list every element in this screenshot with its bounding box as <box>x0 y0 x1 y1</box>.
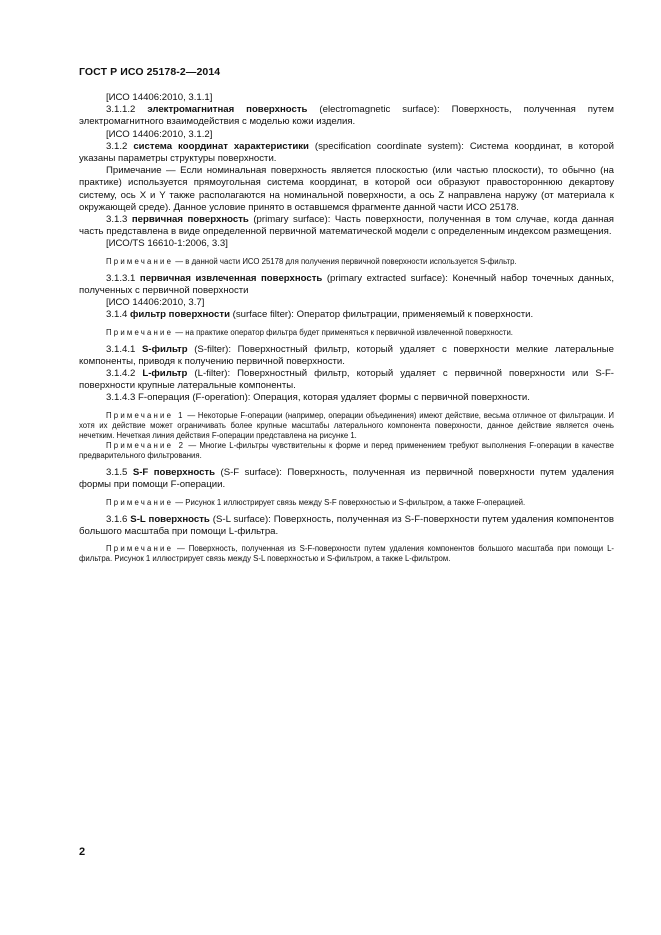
term-name: S-F поверхность <box>132 467 216 479</box>
term-3-1-2 <box>79 141 614 165</box>
term-number: 3.1.3 <box>106 214 128 226</box>
term-3-1-4 <box>79 309 614 321</box>
term-number: 3.1.4.3 <box>106 392 136 404</box>
reference-3-1-1: [ИСО 14406:2010, 3.1.1] <box>106 92 213 103</box>
term-name: фильтр поверхности <box>130 309 230 321</box>
term-3-1-1-2 <box>79 104 614 128</box>
document-body <box>79 92 614 564</box>
term-definition: (S-filter): Поверхностный фильтр, который удаляет с поверхности мелкие латеральные компоненты, приводя к получению первичной поверхности. <box>79 343 614 367</box>
note-text: — в данной части ИСО 25178 для получения первичной поверхности используется S-фильтр. <box>173 256 517 266</box>
term-definition: (surface filter): Оператор фильтрации, применяемый к поверхности. <box>229 309 534 321</box>
term-name: S-L поверхность <box>130 513 210 525</box>
term-name: первичная поверхность <box>131 214 249 226</box>
term-number: 3.1.5 <box>106 467 128 479</box>
term-3-1-3-1 <box>79 273 614 297</box>
term-definition: (primary surface): Часть поверхности, полученная в том случае, когда данная часть представлена в виде определенной первичной математической модели с определенным индексом размещения. <box>79 214 615 238</box>
term-definition: (specification coordinate system): Система координат, в которой указаны параметры структуры поверхности. <box>79 140 614 165</box>
note-label: Примечание <box>106 256 174 266</box>
note-text: — Поверхность, полученная из S-F-поверхности путем удаления компонентов большого масштаба при помощи L-фильтра. Рисунок 1 иллюстрирует связь между S-L поверхностью и S-фильтром, а также L-фильтром. <box>79 544 614 564</box>
note-label: Примечание <box>106 544 174 554</box>
term-definition: (primary extracted surface): Конечный набор точечных данных, полученных с первичной поверхности <box>79 272 615 296</box>
term-name: система координат характеристики <box>133 140 309 152</box>
term-3-1-5 <box>79 467 614 491</box>
reference-3-1-2: [ИСО 14406:2010, 3.1.2] <box>106 128 213 140</box>
term-definition: (L-filter): Поверхностный фильтр, который удаляет с первичной поверхности или S-F-поверхности крупные латеральные компоненты. <box>79 368 614 392</box>
document-header: ГОСТ Р ИСО 25178-2—2014 <box>79 66 221 78</box>
note-2-3-1-4-3 <box>79 441 614 461</box>
note-label: Примечание 2 <box>106 440 186 450</box>
term-number: 3.1.6 <box>106 513 128 525</box>
term-definition: (S-F surface): Поверхность, полученная из первичной поверхности путем удаления формы при помощи F-операции. <box>79 467 614 491</box>
term-definition: F-операция (F-operation): Операция, которая удаляет формы с первичной поверхности. <box>138 392 530 404</box>
term-definition: (electromagnetic surface): Поверхность, полученная путем электромагнитного взаимодействия с моделью кожи изделия. <box>79 104 614 128</box>
term-number: 3.1.2 <box>106 140 128 152</box>
term-number: 3.1.1.2 <box>106 104 136 116</box>
term-3-1-6 <box>79 514 614 538</box>
term-name: электромагнитная поверхность <box>147 104 308 116</box>
note-text: — Рисунок 1 иллюстрирует связь между S-F поверхностью и S-фильтром, а также F-операцией. <box>173 497 526 507</box>
note-label: Примечание <box>106 327 174 337</box>
term-name: S-фильтр <box>142 343 188 355</box>
note-3-1-5 <box>79 498 614 508</box>
term-name: первичная извлеченная поверхность <box>139 272 323 284</box>
term-3-1-4-1 <box>79 344 614 368</box>
term-number: 3.1.4.2 <box>106 368 136 380</box>
note-3-1-4 <box>79 328 614 338</box>
note-3-1-3 <box>79 257 614 267</box>
note-text: — Некоторые F-операции (например, операции объединения) имеют действие, весьма отличное от фильтрации. И хотя их действие может ограничивать более крупные масштабы латерального компонента поверхности, данное действие является очень нечетким. Нечеткая линия действия F-операции представлена на рисунке 1. <box>79 410 614 440</box>
reference-3-1-3: [ИСО/TS 16610-1:2006, 3.3] <box>106 238 228 250</box>
note-3-1-2: Примечание — Если номинальная поверхность является плоскостью (или частью плоскости), то обычно (на практике) используется прямоугольная система координат, в которой оси образуют правостороннюю декартову систему, ось X и Y также располагаются на номинальной поверхности, а ось Z направлена наружу (от материала к окружающей среде). Данное условие принято в оставшемся фрагменте данной части ИСО 25178. <box>79 165 614 213</box>
note-text: — на практике оператор фильтра будет применяться к первичной извлеченной поверхности. <box>173 327 513 337</box>
term-3-1-4-3 <box>79 392 614 404</box>
note-label: Примечание <box>106 497 174 507</box>
term-number: 3.1.3.1 <box>106 272 136 284</box>
note-3-1-6 <box>79 544 614 564</box>
note-label: Примечание 1 <box>106 410 185 420</box>
term-3-1-3 <box>79 214 614 238</box>
term-name: L-фильтр <box>142 368 188 380</box>
reference-3-1-3-1: [ИСО 14406:2010, 3.7] <box>106 297 205 309</box>
term-3-1-4-2 <box>79 368 614 392</box>
note-text: — Многие L-фильтры чувствительны к форме и перед применением требуют выполнения F-операции в качестве предварительного фильтрования. <box>79 440 614 461</box>
term-definition: (S-L surface): Поверхность, полученная из S-F-поверхности путем удаления компонентов большого масштаба при помощи L-фильтра. <box>79 513 614 537</box>
term-number: 3.1.4.1 <box>106 343 136 355</box>
note-1-3-1-4-3 <box>79 411 614 441</box>
page-number: 2 <box>79 846 86 858</box>
term-number: 3.1.4 <box>106 309 128 321</box>
